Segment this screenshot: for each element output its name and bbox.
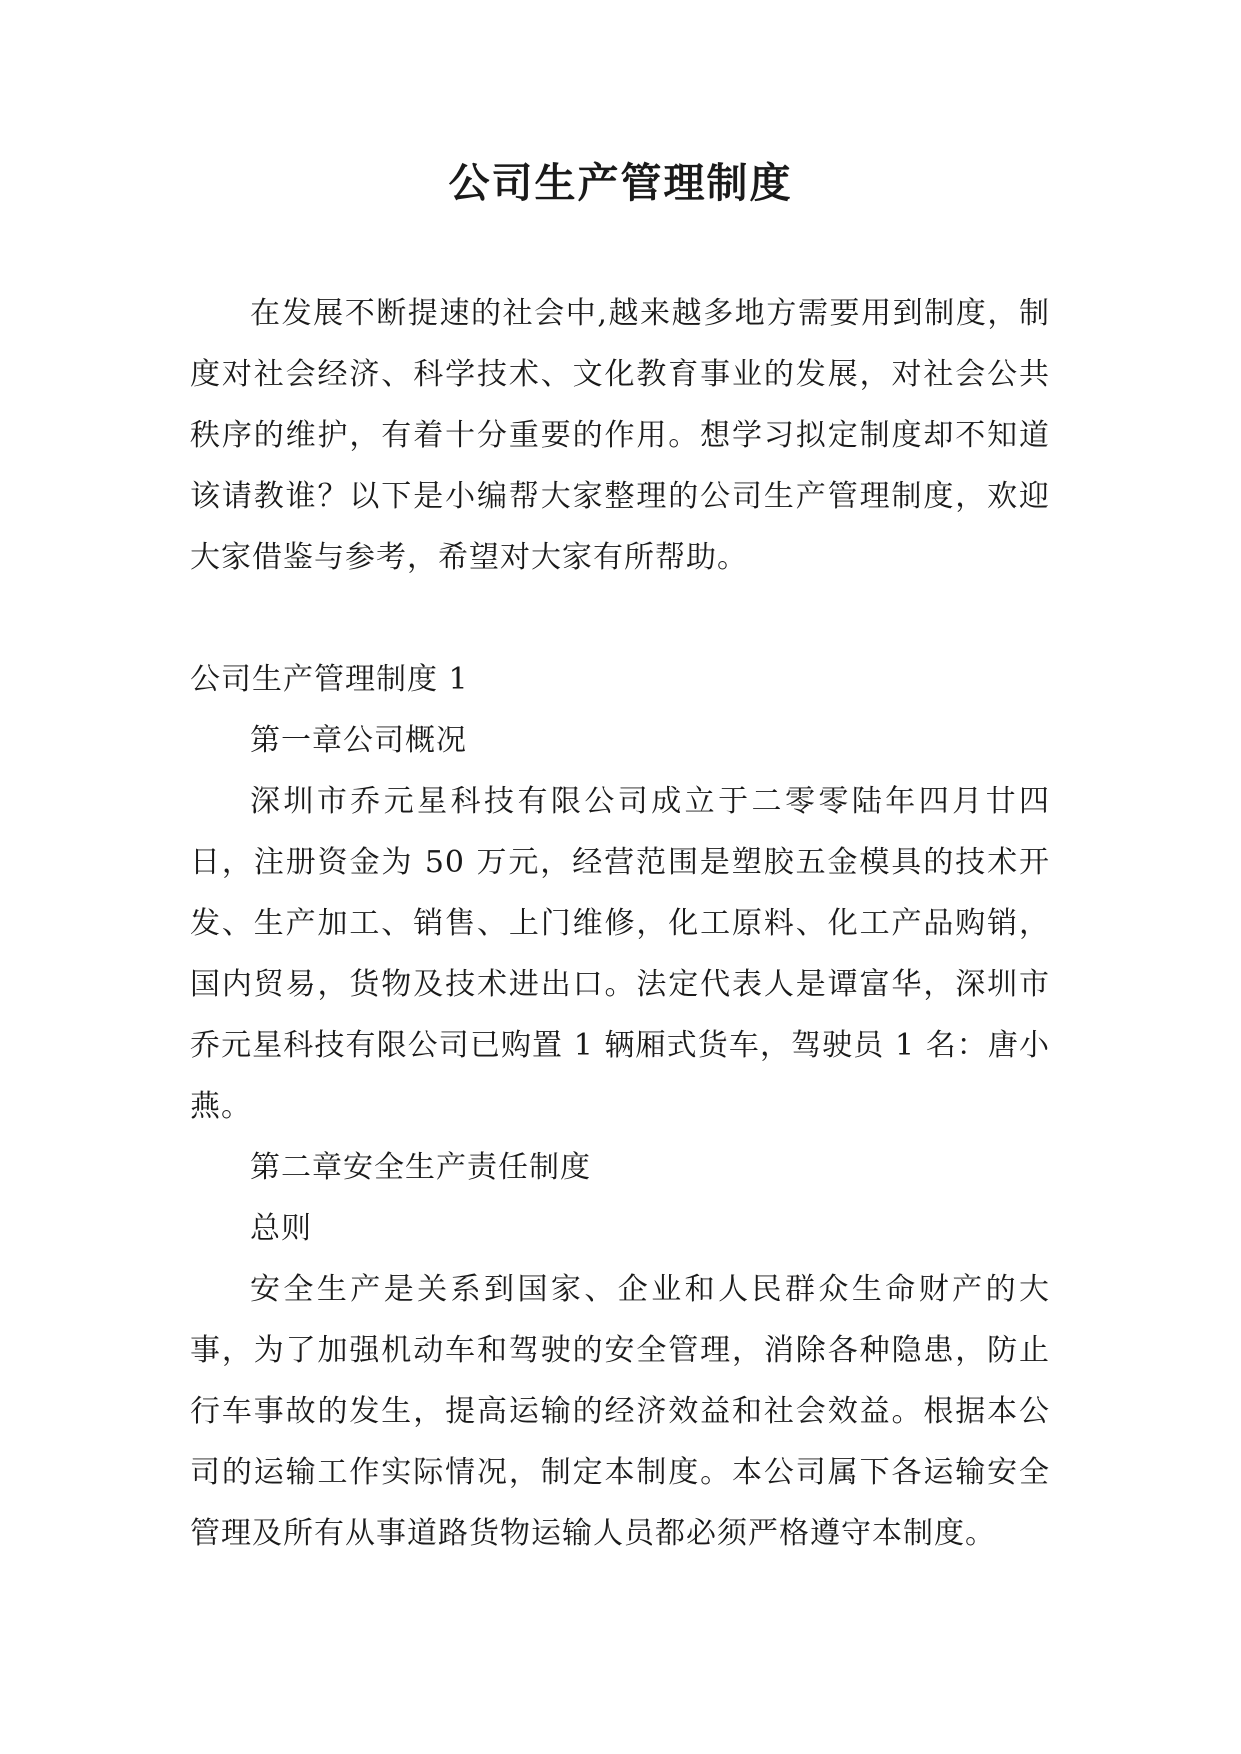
intro-paragraph: 在发展不断提速的社会中,越来越多地方需要用到制度，制度对社会经济、科学技术、文化教育事业的发展，对社会公共秩序的维护，有着十分重要的作用。想学习拟定制度却不知道该请教谁？以下是小编帮大家整理的公司生产管理制度，欢迎大家借鉴与参考，希望对大家有所帮助。 bbox=[190, 296, 1050, 575]
document-body bbox=[190, 283, 1050, 1564]
paragraph-gap bbox=[190, 588, 1050, 649]
general-heading: 总则 bbox=[250, 1211, 312, 1246]
chapter-1-paragraph: 深圳市乔元星科技有限公司成立于二零零陆年四月廿四日，注册资金为 50 万元，经营范围是塑胶五金模具的技术开发、生产加工、销售、上门维修，化工原料、化工产品购销，国内贸易，货物及技术进出口。法定代表人是谭富华，深圳市乔元星科技有限公司已购置 1 辆厢式货车，驾驶员 1 名：唐小燕。 bbox=[190, 784, 1050, 1124]
general-paragraph: 安全生产是关系到国家、企业和人民群众生命财产的大事，为了加强机动车和驾驶的安全管理，消除各种隐患，防止行车事故的发生，提高运输的经济效益和社会效益。根据本公司的运输工作实际情况，制定本制度。本公司属下各运输安全管理及所有从事道路货物运输人员都必须严格遵守本制度。 bbox=[190, 1272, 1050, 1551]
chapter-1-heading: 第一章公司概况 bbox=[250, 723, 467, 758]
section-title: 公司生产管理制度 1 bbox=[190, 662, 469, 697]
chapter-2-heading: 第二章安全生产责任制度 bbox=[250, 1150, 591, 1185]
document-title: 公司生产管理制度 bbox=[448, 159, 793, 207]
